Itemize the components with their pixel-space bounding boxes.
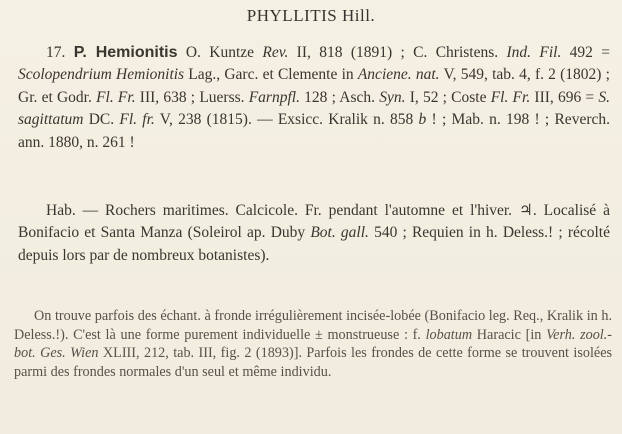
ref-text: V, 549, tab. 4, f. 2 (1802) ; Gr. et Godr. xyxy=(18,66,610,106)
author: O. Kuntze xyxy=(177,44,263,61)
ref-italic: b xyxy=(418,111,427,129)
ref-italic: Ind. Fil. xyxy=(506,44,562,61)
note-paragraph xyxy=(14,307,612,381)
genus-title: PHYLLITIS Hill. xyxy=(246,6,376,25)
species-entry xyxy=(18,42,610,154)
ref-text: II, 818 (1891) ; C. Christens. xyxy=(288,44,507,61)
ref-italic: Farnpfl. xyxy=(248,88,300,106)
ref-italic: Fl. Fr. xyxy=(96,88,136,106)
note-text: Haracic [in xyxy=(472,326,547,343)
ref-text: Lag., Garc. et Clemente in xyxy=(184,66,358,84)
ref-italic: Fl. Fr. xyxy=(490,88,531,106)
habitat-text: Hab. — Rochers maritimes. Calcicole. Fr. pendant l'automne et l'hiver. ♃. Localisé à Bonifacio et Santa Manza (Soleirol ap. Duby xyxy=(18,202,610,242)
ref-text: I, 52 ; Coste xyxy=(405,88,491,106)
synonym-name: Scolopendrium Hemionitis xyxy=(18,66,185,84)
ref-text: III, 638 ; Luerss. xyxy=(135,88,249,106)
note-text: XLIII, 212, tab. III, fig. 2 (1893)]. Parfois les frondes de cette forme se trouvent isolées parmi des frondes normales d'un seul et même individu. xyxy=(14,345,613,380)
ref-italic: Verh. zool.-bot. Ges. Wien xyxy=(14,326,613,362)
form-name: lobatum xyxy=(425,326,473,343)
ref-text: ! ; Mab. n. 198 ! ; Reverch. ann. 1880, n. 261 ! xyxy=(18,111,610,151)
ref-text: 128 ; Asch. xyxy=(299,88,380,106)
habitat-text: 540 ; Requien in h. Deless.! ; récolté depuis lors par de nombreux botanistes). xyxy=(18,224,610,264)
synonym-name: S. sagittatum xyxy=(18,88,611,129)
page-header xyxy=(0,6,622,26)
ref-italic: Bot. gall. xyxy=(310,224,369,242)
ref-text: DC. xyxy=(83,111,120,129)
note-text: On trouve parfois des échant. à fronde irrégulièrement incisée-lobée (Bonifacio leg. Req., Kralik in h. Deless.!). C'est là une forme purement individuelle ± monstrueuse : f. xyxy=(14,308,612,343)
species-name: P. Hemionitis xyxy=(73,44,178,61)
ref-italic: Syn. xyxy=(379,88,406,106)
ref-text: 492 = xyxy=(561,44,611,61)
entry-number: 17. xyxy=(46,44,66,61)
habitat-paragraph xyxy=(18,200,610,267)
ref-italic: Anciene. nat. xyxy=(357,66,440,84)
ref-text: V, 238 (1815). — Exsicc. Kralik n. 858 xyxy=(154,111,419,129)
ref-text: III, 696 = xyxy=(530,88,599,106)
ref-italic: Fl. fr. xyxy=(119,111,155,129)
ref-italic: Rev. xyxy=(262,44,289,61)
